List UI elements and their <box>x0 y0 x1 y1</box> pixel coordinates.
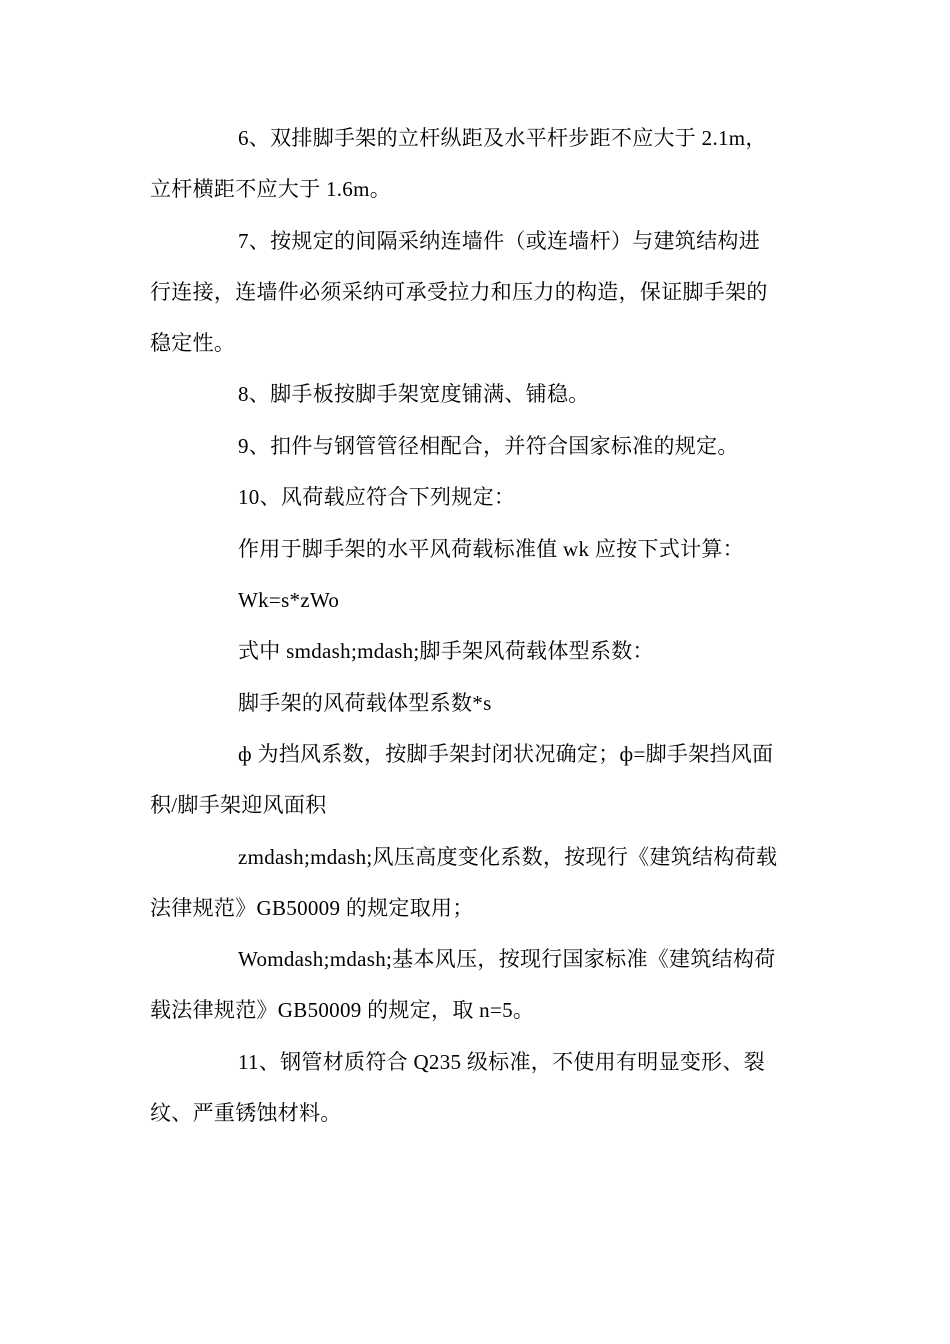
formula-note-phi-line-2: 积/脚手架迎风面积 <box>150 793 327 817</box>
formula-note-wo-line-1: Womdash;mdash;基本风压，按现行国家标准《建筑结构荷 <box>238 947 776 971</box>
item-7-line-3: 稳定性。 <box>150 331 236 355</box>
item-11-line-2: 纹、严重锈蚀材料。 <box>150 1101 342 1125</box>
item-6-line-2: 立杆横距不应大于 1.6m。 <box>150 177 392 201</box>
formula-note-wo-line-2: 载法律规范》GB50009 的规定，取 n=5。 <box>150 998 535 1022</box>
item-10-heading: 10、风荷载应符合下列规定： <box>238 485 516 509</box>
formula-note-shape-coefficient: 脚手架的风荷载体型系数*s <box>238 691 492 715</box>
formula-note-phi-line-1: ф 为挡风系数，按脚手架封闭状况确定；ф=脚手架挡风面 <box>238 742 774 766</box>
item-7-line-1: 7、按规定的间隔采纳连墙件（或连墙杆）与建筑结构进 <box>238 229 760 253</box>
item-7-line-2: 行连接，连墙件必须采纳可承受拉力和压力的构造，保证脚手架的 <box>150 280 768 304</box>
item-6-line-1: 6、双排脚手架的立杆纵距及水平杆步距不应大于 2.1m， <box>238 126 767 150</box>
formula-note-z-line-2: 法律规范》GB50009 的规定取用； <box>150 896 474 920</box>
wind-load-intro: 作用于脚手架的水平风荷载标准值 wk 应按下式计算： <box>238 537 744 561</box>
item-11-line-1: 11、钢管材质符合 Q235 级标准，不使用有明显变形、裂 <box>238 1050 766 1074</box>
item-8-line: 8、脚手板按脚手架宽度铺满、铺稳。 <box>238 382 590 406</box>
wind-load-formula: Wk=s*zWo <box>238 588 340 612</box>
item-9-line: 9、扣件与钢管管径相配合，并符合国家标准的规定。 <box>238 434 739 458</box>
formula-note-s: 式中 smdash;mdash;脚手架风荷载体型系数： <box>238 639 654 663</box>
formula-note-z-line-1: zmdash;mdash;风压高度变化系数，按现行《建筑结构荷载 <box>238 845 778 869</box>
